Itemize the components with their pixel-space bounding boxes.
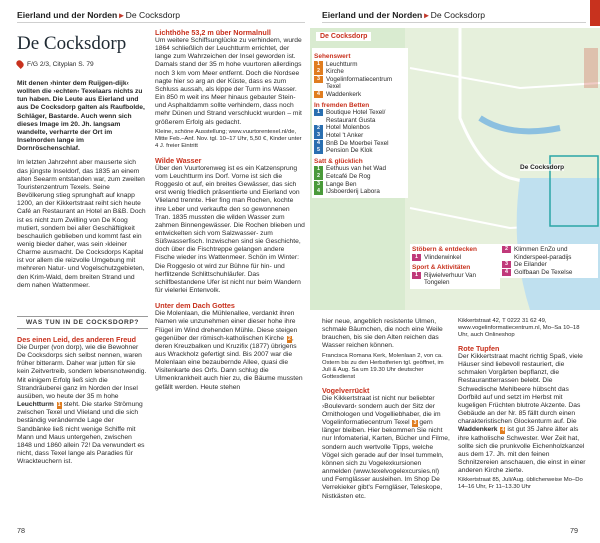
right-column-2 [458, 318, 588, 491]
legend-item: 2 Klimmen EnZo und Kinderspeel-paradijs [502, 246, 596, 261]
header-arrow-icon: ▸ [119, 10, 124, 20]
subheading-lichthoehe: Lichthöhe 53,2 m über Normalnull [155, 28, 271, 37]
right-note-1: Francisca Romana Kerk, Molenlaan 2, von ca. Ostern bis zu den Herbstferien tgl. geöffnet, im Juli & Aug. Sa um 19.30 Uhr deutscher Gottesdienst [322, 352, 444, 380]
right-body-2: Die Kikkertstraat ist nicht nur beliebter ›Boulevard‹ sondern auch der Sitz der Ornithologen und Vogelliebhaber, die im Vogelinformatiecentrum Texel 3 gern länger bleiben. Hier bekommen Sie nicht nur Infomaterial, Karten, Bücher und Filme, sondern auch wertvolle Tipps, welche Vögel sich gerade auf der Insel tummeln, können sich zu Vogelexkursionen anmelden (www.texelvogelexcursies.nl) und Fernglässer ausleihen. Im Shop De Verrekieker gibt's Ferngläser, Teleskope, Nistkästen etc. [322, 394, 450, 500]
right-body-1: hier neue, angeblich resistente Ulmen, schmale Bäumchen, die noch eine Weile brauchen, bis sie den Alten reichen das Wasser reichen können. [322, 318, 443, 350]
legend-item: 2 Hotel Molenbos [314, 124, 406, 132]
legend-heading-betten: In fremden Betten [314, 101, 370, 109]
left-column-lower [17, 335, 148, 466]
waddenkerk-link[interactable]: Waddenkerk [458, 426, 498, 434]
body-text-2: Die Durper (von dorp), wie die Bewohner De Cocksdorps sich selbst nennen, waren früher bitterarm. Daher war jutten für sie kein Zeitvertreib, sondern lebensnotwendig. Mit einigem Erfolg ließ sich die Strandräuberei ganz im Norden der Insel ausüben, wo heute der 35 m hohe Leuchtturm 1 steht. Die starke Strömung zwischen Texel und Vlieland und die sich beständig verändernde Lage der Sandbänke ließ nicht wenige Schiffe mit Mann und Maus untergehen, zwischen 1848 und 1860 allein 72! Da verwundert es nicht, dass Texel lange als Paradies für Wrackteuchern ist. [17, 344, 147, 466]
subheading-dach-gottes: Unter dem Dach Gottes [155, 301, 235, 311]
middle-body-1: Um weitere Schiffsunglücke zu verhindern, wurde 1864 schließlich der Leuchtturm errichtet, der lange zum Wahrzeichen der Insel geworden ist. Damals stand der 35 m hohe vuurtoren allerdings noch 3 km vom Meer entfernt. Doch die Nordsee nagte hier so arg an der Küste, dass es zum Schluss aussah, als kippe der Turm ins Wasser. Ein 850 m weit ins Meer hinaus gebauter Stein- und Asphaltdamm sollte verhindern, dass noch mehr Dünen und Strand verschluckt wurden – mit größerem Erfolg als gedacht. [155, 37, 302, 126]
map-legend-tertiary [500, 244, 598, 278]
map-place-label: De Cocksdorp [520, 164, 565, 171]
subheading-vogelverrueckt: Vogelverrückt [322, 385, 370, 395]
left-running-header [17, 10, 180, 21]
map-legend-main [312, 48, 408, 198]
legend-heading-sport: Sport & Aktivitäten [412, 264, 471, 272]
leuchtturm-link[interactable]: Leuchtturm [17, 401, 54, 409]
legend-item: 1 Eethuus van het Wad [314, 165, 406, 173]
legend-item: 1 Vlinderwinkel [412, 254, 498, 262]
legend-item: 1 Leuchtturm [314, 61, 406, 69]
page-number-left: 78 [17, 526, 25, 535]
legend-item: 4 Waddenkerk [314, 91, 406, 99]
subheading-rote-tupfen: Rote Tupfen [458, 344, 500, 353]
poi-badge-2: 2 [287, 335, 291, 342]
header-section: De Cocksdorp [125, 10, 181, 20]
legend-item: 4 BnB De Moerbei Texel [314, 140, 406, 148]
legend-item: 2 Kirche [314, 68, 406, 76]
right-running-header [322, 10, 485, 21]
subheading-leid-freud: Des einen Leid, des anderen Freud [17, 335, 137, 344]
body-text-1: Im letzten Jahrzehnt aber mauserte sich das jüngste Inseldorf, das 1835 an einem alten Seearm entstanden war, zum zweiten Touristenzentrum Texels. Seine Bevölkerung stieg sprunghaft auf knapp 1200, an der Kikkertstraat reiht sich heute Café an Restaurant an Hotel an B&B. Doch ist es nicht zum Zwilling von De Koog mutiert, sondern bei aller Geschäftigkeit beschaulich geblieben und kommt fast ein wenig bieder daher, was sein ›kleiner Charme ausmacht. De Cocksdorps Kapital ist vor allem die reizvolle Umgebung mit mehreren Natur- und Vogelschutzgebieten, den Krim-Wald, dem breiten Strand und dem nahen Wattenmeer. [17, 159, 146, 289]
left-column [17, 80, 148, 290]
legend-item: 1 Rijwielverhuur Van Tongelen [412, 272, 498, 287]
right-body-3: Der Kikkertstraat macht richtig Spaß, viele Häuser sind liebevoll restauriert, die schmalen Vorgärten bepflanzt, die Restaurantterrassen belebt. Die Schwedische Mehlbeere hübscht das Dorfbild auf und setzt im Herbst mit kugeligen Früchten blutrote Akzente. Das Gebäude an der Nr. 85 fällt durch einen charakteristischen Glockenturm auf. Die Waddenkerk 4 ist gut 35 Jahre älter als ihre katholische Schwester. Wer Zeit hat, sollte sich die prunkvolle Eichenholzkanzel aus dem 17. Jh. mit den feinen Schnitzereien anschauen, die einst in einer anderen Kirche zierte. [458, 353, 586, 475]
legend-item: 3 Lange Ben [314, 181, 406, 189]
legend-item: 3 Vogelinformatiecentrum Texel [314, 76, 406, 91]
legend-item: 2 Eetcafé De Rog [314, 173, 406, 181]
header-section-right: De Cocksdorp [430, 10, 486, 20]
middle-column [155, 28, 305, 392]
legend-item: 5 Pension De Klok [314, 147, 406, 155]
legend-item: 1 Boutique Hotel Texel/ Restaurant Gusta [314, 109, 406, 124]
was-tun-box-title: WAS TUN IN DE COCKSDORP? [17, 316, 148, 329]
header-book-right: Eierland und der Norden [322, 10, 423, 20]
poi-badge-3: 3 [413, 420, 417, 427]
map-pin-icon [15, 59, 25, 69]
subheading-wilde-wasser: Wilde Wasser [155, 155, 202, 165]
legend-item: 4 Golfbaan De Texelse [502, 269, 596, 277]
right-column-1 [322, 318, 452, 501]
map-legend-secondary [410, 244, 500, 289]
chapter-tab [590, 0, 600, 26]
intro-text: Mit denen ›hinter dem Ruijgen-dijk‹ wollten die ›echten‹ Texelaars nichts zu tun haben. Die Leute aus Eierland und aus De Cocksdorp galten als Raufbolde, Schläger, Bastarde. Auch wenn sich dieses Image im 20. Jh. langsam wandelte, verharrte der Ort im Inselnorden lange im Dornröschenschlaf. [17, 80, 145, 153]
right-header-rule [322, 22, 586, 23]
legend-item: 3 Hotel 't Anker [314, 132, 406, 140]
legend-heading-sehenswert: Sehenswert [314, 53, 351, 60]
legend-item: 3 De Eilander [502, 261, 596, 269]
right-note-3: Kikkertstraat 85, Juli/Aug. üblicherweise Mo–Do 14–16 Uhr, Fr 11–13.30 Uhr [458, 477, 583, 491]
page-number-right: 79 [570, 526, 578, 535]
page-title: De Cocksdorp [17, 33, 127, 54]
legend-item: 4 IJsboerderij Labora [314, 188, 406, 196]
middle-note-1: Kleine, schöne Ausstellung; www.vuurtorentexel.nl/de, Mitte Feb.–Anf. Nov. tgl. 10–17 Uhr, 5,50 €, Kinder unter 4 J. freier Eintritt [155, 128, 302, 149]
legend-heading-satt: Satt & glücklich [314, 157, 363, 165]
map-tab-label: De Cocksdorp [316, 32, 371, 41]
poi-badge-4: 4 [501, 427, 505, 434]
legend-heading-stoebern: Stöbern & entdecken [412, 246, 478, 253]
location-ref: F/G 2/3, Cityplan S. 79 [17, 60, 94, 68]
left-header-rule [17, 22, 305, 23]
header-book: Eierland und der Norden [17, 10, 118, 20]
middle-body-2: Über den Vuurtorenweg ist es ein Katzensprung vom Leuchtturm ins Dorf. Vorne ist sich die Roggeslo ot auf, ein breites Gewässer, das sich erst wenig friedlich präsentierte und Eierland von Vlieland trennte. Hier fing man Rochen, kochte ihre Leber und verkaufte den so gewonnenen Tran. 1835 mussten die wilden Wasser zum zahmen Binnengewässer. Die Rochen blieben und entwickelten sich vom Salzwasser- zum Süßwasserfisch. Inzwischen sind sie Geschichte, doch über die Fischtreppe gelangen andere Fische wieder ins Wattenmeer. Schön im Winter: Die Roggeslo ot wird zur Bühne für hin- und herflitzende Schlittschuhläufer. Das schilfbestandene Ufer ist nicht nur beim Wandern für vielerlei Entenvolk. [155, 164, 305, 295]
right-note-2: Kikkertstraat 42, T 0222 31 62 49, www.vogelinformatiecentrum.nl, Mo–Sa 10–18 Uhr, auch Onlineshop [458, 318, 580, 338]
poi-badge-1: 1 [57, 402, 61, 409]
header-arrow-icon-right: ▸ [424, 10, 429, 20]
middle-body-3: Die Molenlaan, die Mühlenallee, verdankt ihren Namen wie unzunehmen einer dieser hohe ihre Flügel im Wind drehenden Mühle. Diese steigen gegenüber der römisch-katholischen Kirche 2, deren Kreuzbalken und Kruzifix (1877) übrigens aus Wrackholz gefertigt sind. Bis 2007 war die Molenlaan eine bezaubernde Allee, quasi die Visitenkarte des Orfs. Dann schlug die Ulmenkrankheit auch hier zu, die Bäume mussten gefällt werden. Heute stehen [155, 310, 303, 391]
